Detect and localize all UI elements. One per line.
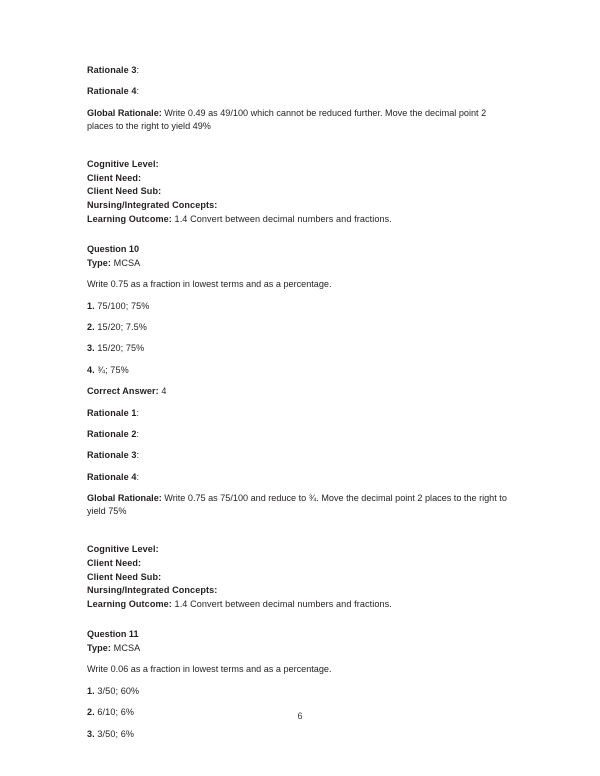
type-value: MCSA <box>111 642 141 653</box>
rationale-line <box>87 407 513 420</box>
correct-answer-label: Correct Answer: <box>87 386 159 397</box>
learning-outcome-label: Learning Outcome: <box>87 213 172 224</box>
rationale-value: : <box>136 471 140 482</box>
rationale-line <box>87 449 513 462</box>
correct-answer-line <box>87 385 513 398</box>
rationale-value: : <box>136 450 140 461</box>
option-text: 6/10; 6% <box>94 707 135 718</box>
nursing-integrated-concepts-label: Nursing/Integrated Concepts: <box>87 585 218 596</box>
option-text: 15/20; 7.5% <box>94 321 147 332</box>
global-rationale-paragraph <box>87 107 513 134</box>
spacer <box>87 527 513 543</box>
question-11-heading: Question 11 <box>87 629 139 640</box>
option-text: 3/50; 6% <box>94 728 135 739</box>
rationale-label: Rationale 4 <box>87 471 137 482</box>
type-value: MCSA <box>111 257 141 268</box>
question-10-stem: Write 0.75 as a fraction in lowest terms and as a percentage. <box>87 278 332 289</box>
correct-answer-value: 4 <box>158 386 167 397</box>
learning-outcome-line <box>87 213 513 226</box>
global-rationale-label: Global Rationale: <box>87 107 162 118</box>
question-10-heading: Question 10 <box>87 243 140 254</box>
learning-outcome-value: 1.4 Convert between decimal numbers and fractions. <box>171 213 392 224</box>
global-rationale-paragraph <box>87 492 513 519</box>
rationale-line <box>87 471 513 484</box>
type-label: Type: <box>87 642 112 653</box>
question-11-stem: Write 0.06 as a fraction in lowest terms and as a percentage. <box>87 664 332 675</box>
option-text: ¾; 75% <box>94 364 129 375</box>
type-label: Type: <box>87 257 112 268</box>
rationale-label: Rationale 2 <box>87 428 137 439</box>
option-number: 4. <box>87 364 95 375</box>
rationale-value: : <box>136 86 140 97</box>
rationale-label: Rationale 4 <box>87 86 137 97</box>
rationale-value: : <box>136 428 140 439</box>
rationale-label: Rationale 3 <box>87 65 137 75</box>
global-rationale-text: Write 0.49 as 49/100 which cannot be reduced further. Move the decimal point 2 places to the right to yield 49% <box>87 107 487 132</box>
cognitive-level-label: Cognitive Level: <box>87 544 159 555</box>
answer-option <box>87 321 513 334</box>
cognitive-level-label: Cognitive Level: <box>87 158 159 169</box>
global-rationale-text: Write 0.75 as 75/100 and reduce to ¾. Move the decimal point 2 places to the right to yield 75% <box>87 493 507 517</box>
rationale-label: Rationale 1 <box>87 407 137 418</box>
global-rationale-label: Global Rationale: <box>87 493 162 504</box>
answer-option <box>87 300 513 313</box>
answer-option <box>87 342 513 355</box>
answer-option <box>87 728 513 741</box>
page-number: 6 <box>297 711 303 721</box>
spacer <box>87 612 513 628</box>
question-11-type-line <box>87 642 513 655</box>
answer-option <box>87 685 513 698</box>
option-number: 2. <box>87 707 95 718</box>
option-text: 3/50; 60% <box>94 685 140 696</box>
option-text: 15/20; 75% <box>94 343 145 354</box>
rationale-line <box>87 85 513 98</box>
page-content <box>87 64 513 749</box>
question-10-type-line <box>87 257 513 270</box>
learning-outcome-line <box>87 598 513 611</box>
option-number: 3. <box>87 728 95 739</box>
rationale-line <box>87 428 513 441</box>
spacer <box>87 227 513 243</box>
rationale-line <box>87 64 513 77</box>
option-number: 1. <box>87 685 95 696</box>
spacer <box>87 142 513 158</box>
option-number: 3. <box>87 343 95 354</box>
answer-option <box>87 364 513 377</box>
client-need-label: Client Need: <box>87 557 142 568</box>
option-number: 1. <box>87 300 95 311</box>
client-need-label: Client Need: <box>87 172 142 183</box>
learning-outcome-label: Learning Outcome: <box>87 599 172 610</box>
learning-outcome-value: 1.4 Convert between decimal numbers and fractions. <box>171 599 392 610</box>
client-need-sub-label: Client Need Sub: <box>87 571 162 582</box>
rationale-label: Rationale 3 <box>87 450 137 461</box>
option-text: 75/100; 75% <box>94 300 150 311</box>
option-number: 2. <box>87 321 95 332</box>
rationale-value: : <box>136 407 140 418</box>
nursing-integrated-concepts-label: Nursing/Integrated Concepts: <box>87 200 218 211</box>
client-need-sub-label: Client Need Sub: <box>87 186 162 197</box>
rationale-value: : <box>136 65 140 75</box>
